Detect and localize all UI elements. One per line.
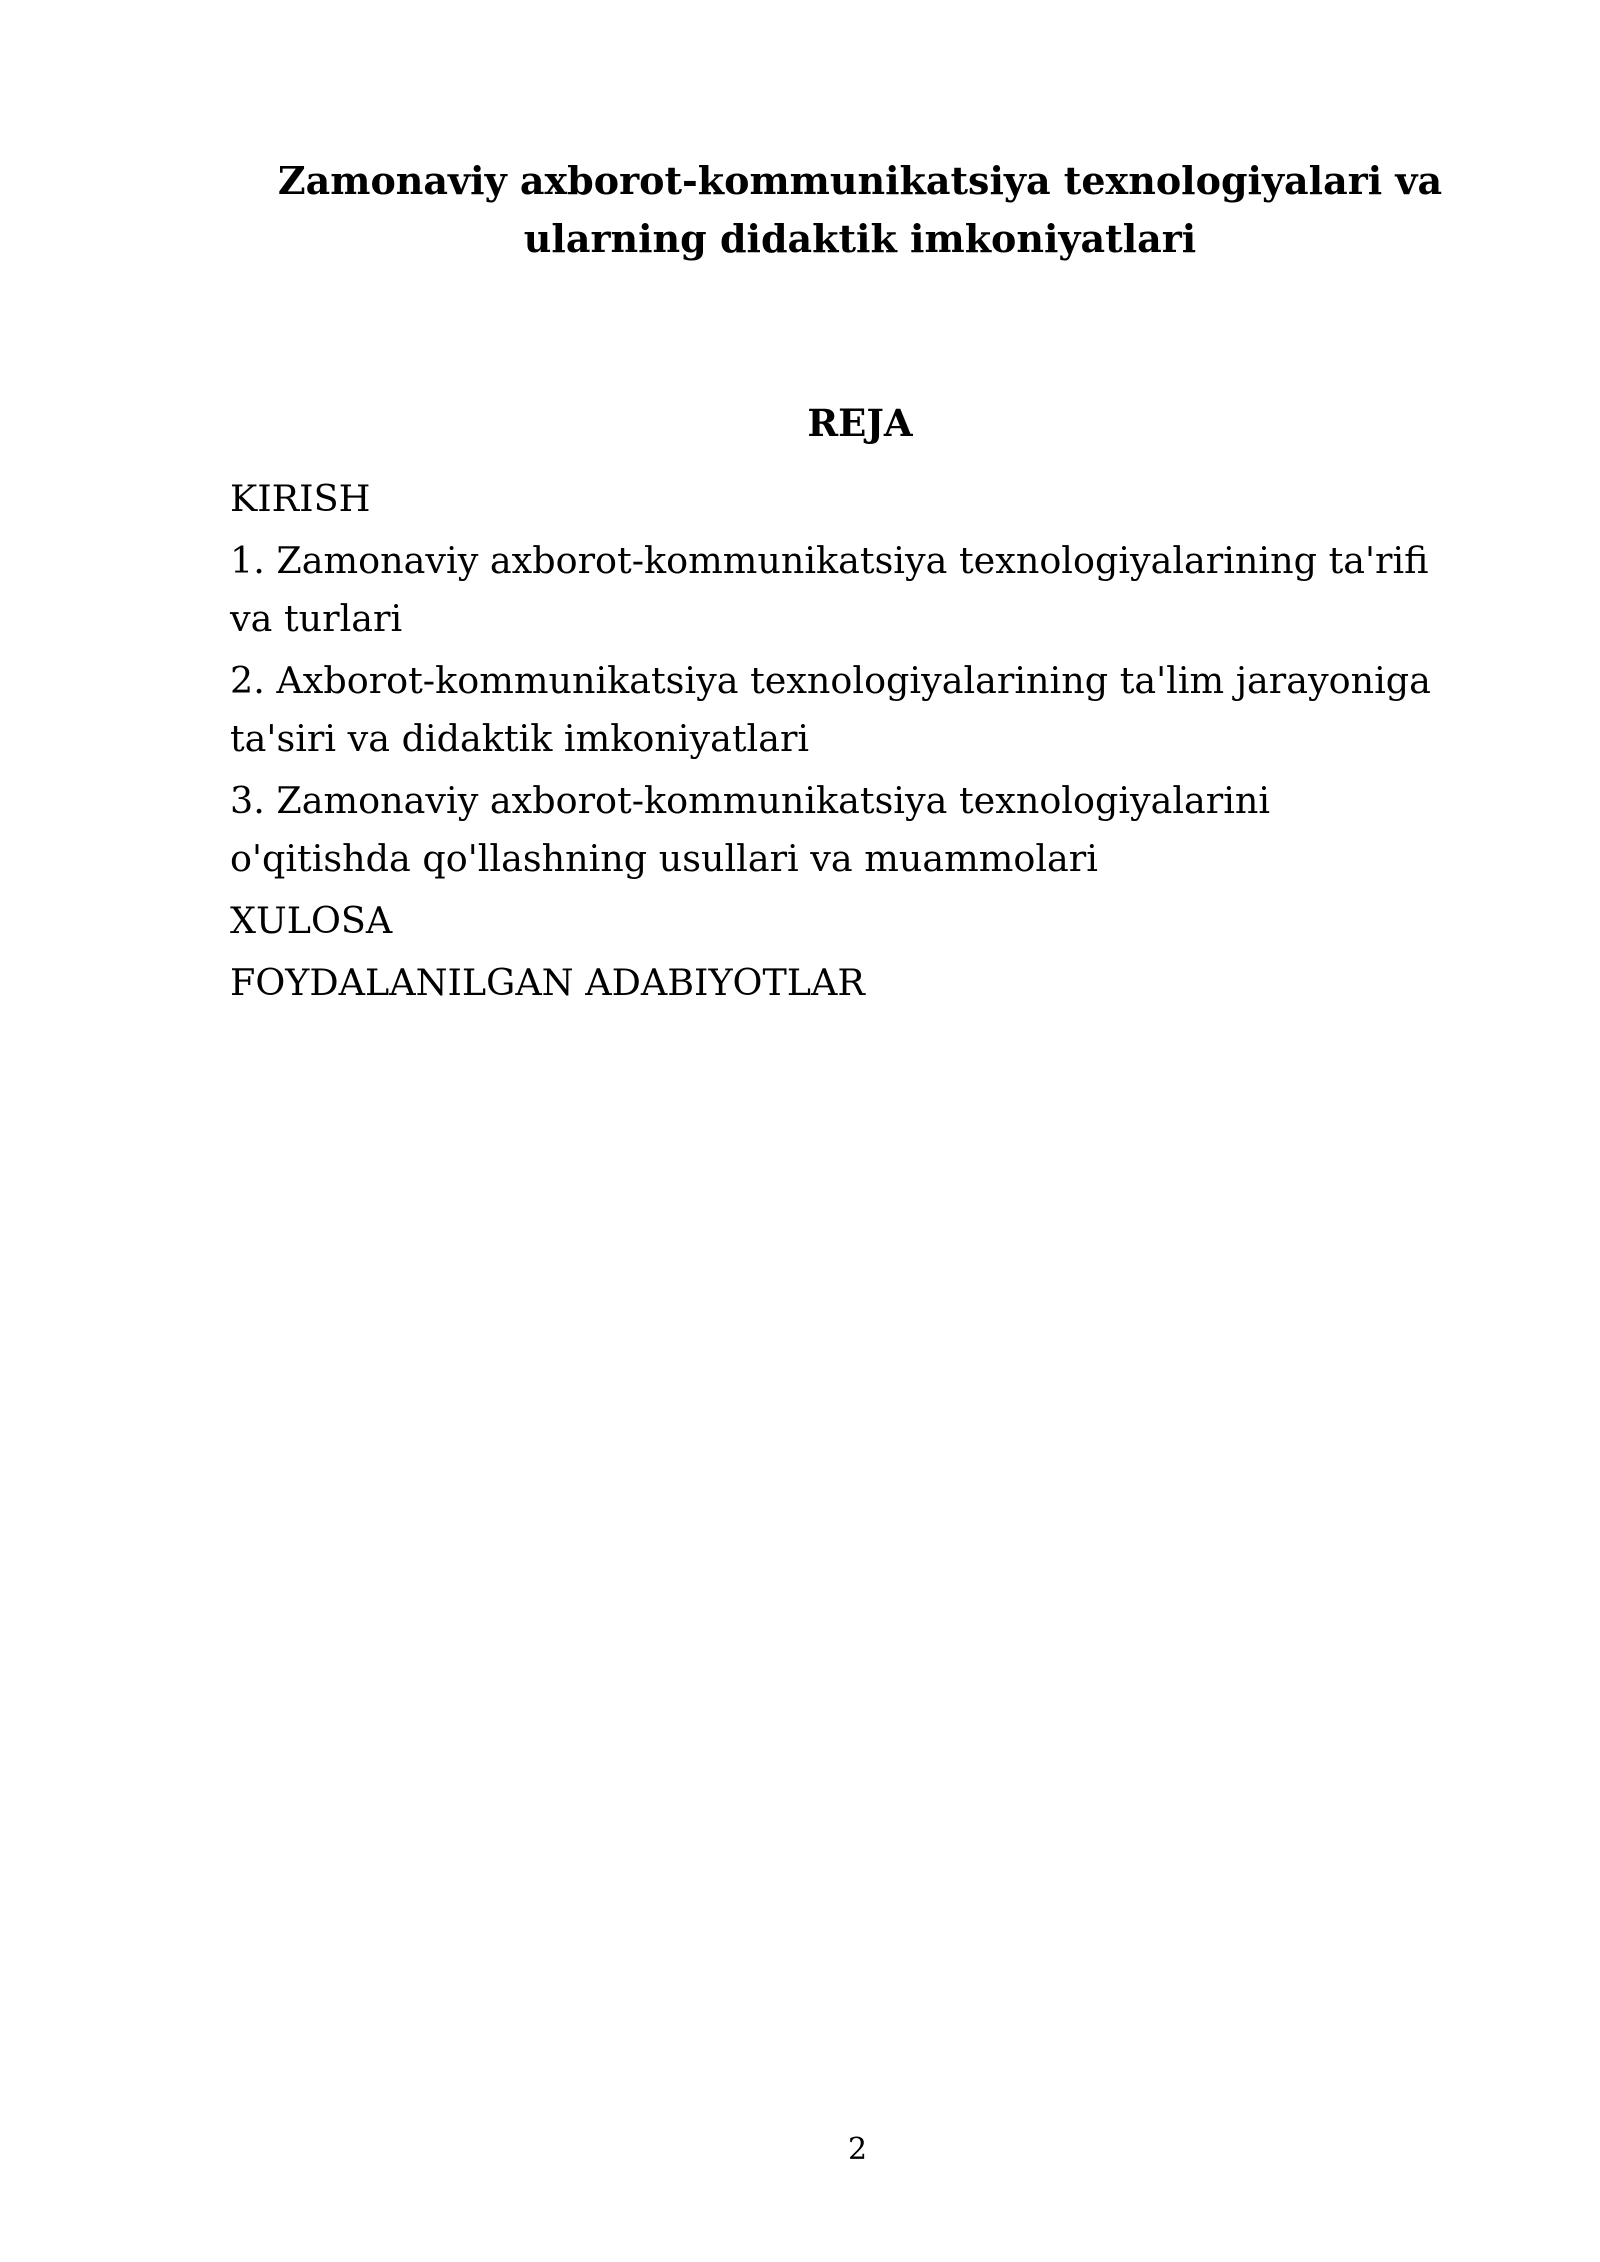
document-title-line-2: ularning didaktik imkoniyatlari <box>523 216 1197 261</box>
plan-item-line: KIRISH <box>230 477 371 520</box>
plan-item-line: 3. Zamonaviy axborot-kommunikatsiya texnologiyalarini <box>230 779 1271 822</box>
plan-item-line: o'qitishda qo'llashning usullari va muammolari <box>230 837 1098 880</box>
plan-item-1 <box>230 532 1490 648</box>
plan-item-line: ta'siri va didaktik imkoniyatlari <box>230 717 810 760</box>
plan-item-references <box>230 954 1490 1012</box>
plan-item-line: 1. Zamonaviy axborot-kommunikatsiya texnologiyalarining ta'rifi <box>230 539 1429 582</box>
plan-item-2 <box>230 652 1490 768</box>
plan-list <box>230 470 1490 1016</box>
plan-item-line: XULOSA <box>230 899 393 942</box>
plan-item-line: 2. Axborot-kommunikatsiya texnologiyalarining ta'lim jarayoniga <box>230 659 1431 702</box>
plan-item-introduction <box>230 470 1490 528</box>
plan-item-3 <box>230 772 1490 888</box>
page-number: 2 <box>847 2132 868 2167</box>
document-title-line-1: Zamonaviy axborot-kommunikatsiya texnologiyalari va <box>277 158 1443 203</box>
plan-item-conclusion <box>230 892 1490 950</box>
plan-item-line: FOYDALANILGAN ADABIYOTLAR <box>230 961 865 1004</box>
plan-heading: REJA <box>807 401 913 445</box>
plan-item-line: va turlari <box>230 597 403 640</box>
document-title <box>230 152 1490 268</box>
